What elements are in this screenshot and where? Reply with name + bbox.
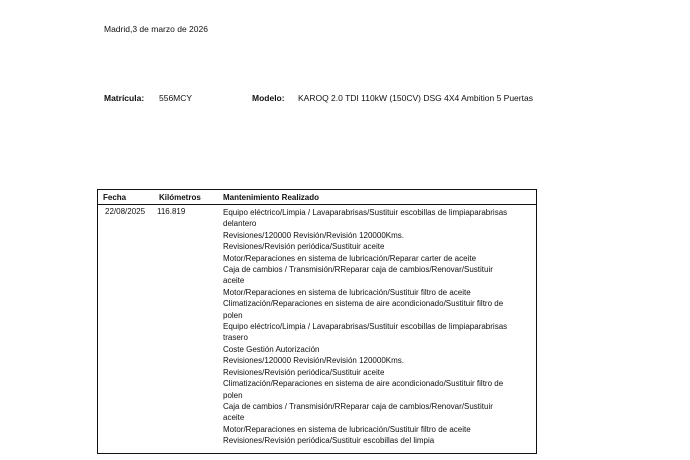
header-divider — [98, 204, 536, 205]
row-date: 22/08/2025 — [105, 207, 146, 216]
column-header-date: Fecha — [103, 193, 127, 202]
plate-label: Matrícula: — [104, 93, 145, 103]
maintenance-line: Revisiones/Revisión periódica/Sustituir aceite — [223, 367, 385, 377]
maintenance-line: aceite — [223, 276, 245, 286]
date-line: Madrid,3 de marzo de 2026 — [104, 24, 208, 34]
maintenance-line: Coste Gestión Autorización — [223, 344, 320, 354]
maintenance-line: Equipo eléctrico/Limpia / Lavaparabrisas/Sustituir escobillas de limpiaparabrisas — [223, 208, 508, 217]
maintenance-line: Climatización/Reparaciones en sistema de aire acondicionado/Sustituir filtro de — [223, 299, 504, 309]
maintenance-line: Motor/Reparaciones en sistema de lubricación/Reparar carter de aceite — [223, 253, 477, 263]
maintenance-line: Revisiones/Revisión periódica/Sustituir aceite — [223, 242, 385, 252]
maintenance-line: Equipo eléctrico/Limpia / Lavaparabrisas/Sustituir escobillas de limpiaparabrisas — [223, 322, 508, 332]
maintenance-line: Motor/Reparaciones en sistema de lubricación/Sustituir filtro de aceite — [223, 287, 471, 297]
column-header-km: Kilómetros — [159, 193, 201, 202]
model-label: Modelo: — [252, 93, 285, 103]
model-value: KAROQ 2.0 TDI 110kW (150CV) DSG 4X4 Ambition 5 Puertas — [298, 93, 533, 103]
maintenance-line: Revisiones/120000 Revisión/Revisión 120000Kms. — [223, 356, 404, 366]
maintenance-line: polen — [223, 310, 243, 320]
plate-value: 556MCY — [159, 93, 193, 103]
maintenance-line: aceite — [223, 413, 245, 423]
maintenance-line: trasero — [223, 333, 248, 343]
maintenance-line: polen — [223, 390, 243, 400]
maintenance-line: Motor/Reparaciones en sistema de lubricación/Sustituir filtro de aceite — [223, 424, 471, 434]
maintenance-line: Caja de cambios / Transmisión/RReparar caja de cambios/Renovar/Sustituir — [223, 401, 493, 411]
maintenance-table — [97, 189, 537, 454]
row-km: 116.819 — [157, 207, 186, 216]
maintenance-line: Caja de cambios / Transmisión/RReparar caja de cambios/Renovar/Sustituir — [223, 265, 493, 275]
maintenance-line: Revisiones/Revisión periódica/Sustituir escobillas del limpia — [223, 436, 435, 446]
maintenance-lines — [223, 207, 533, 447]
maintenance-line: Revisiones/120000 Revisión/Revisión 120000Kms. — [223, 230, 404, 240]
maintenance-line: delantero — [223, 219, 257, 229]
maintenance-line: Climatización/Reparaciones en sistema de aire acondicionado/Sustituir filtro de — [223, 379, 504, 389]
column-header-maintenance: Mantenimiento Realizado — [223, 193, 320, 202]
